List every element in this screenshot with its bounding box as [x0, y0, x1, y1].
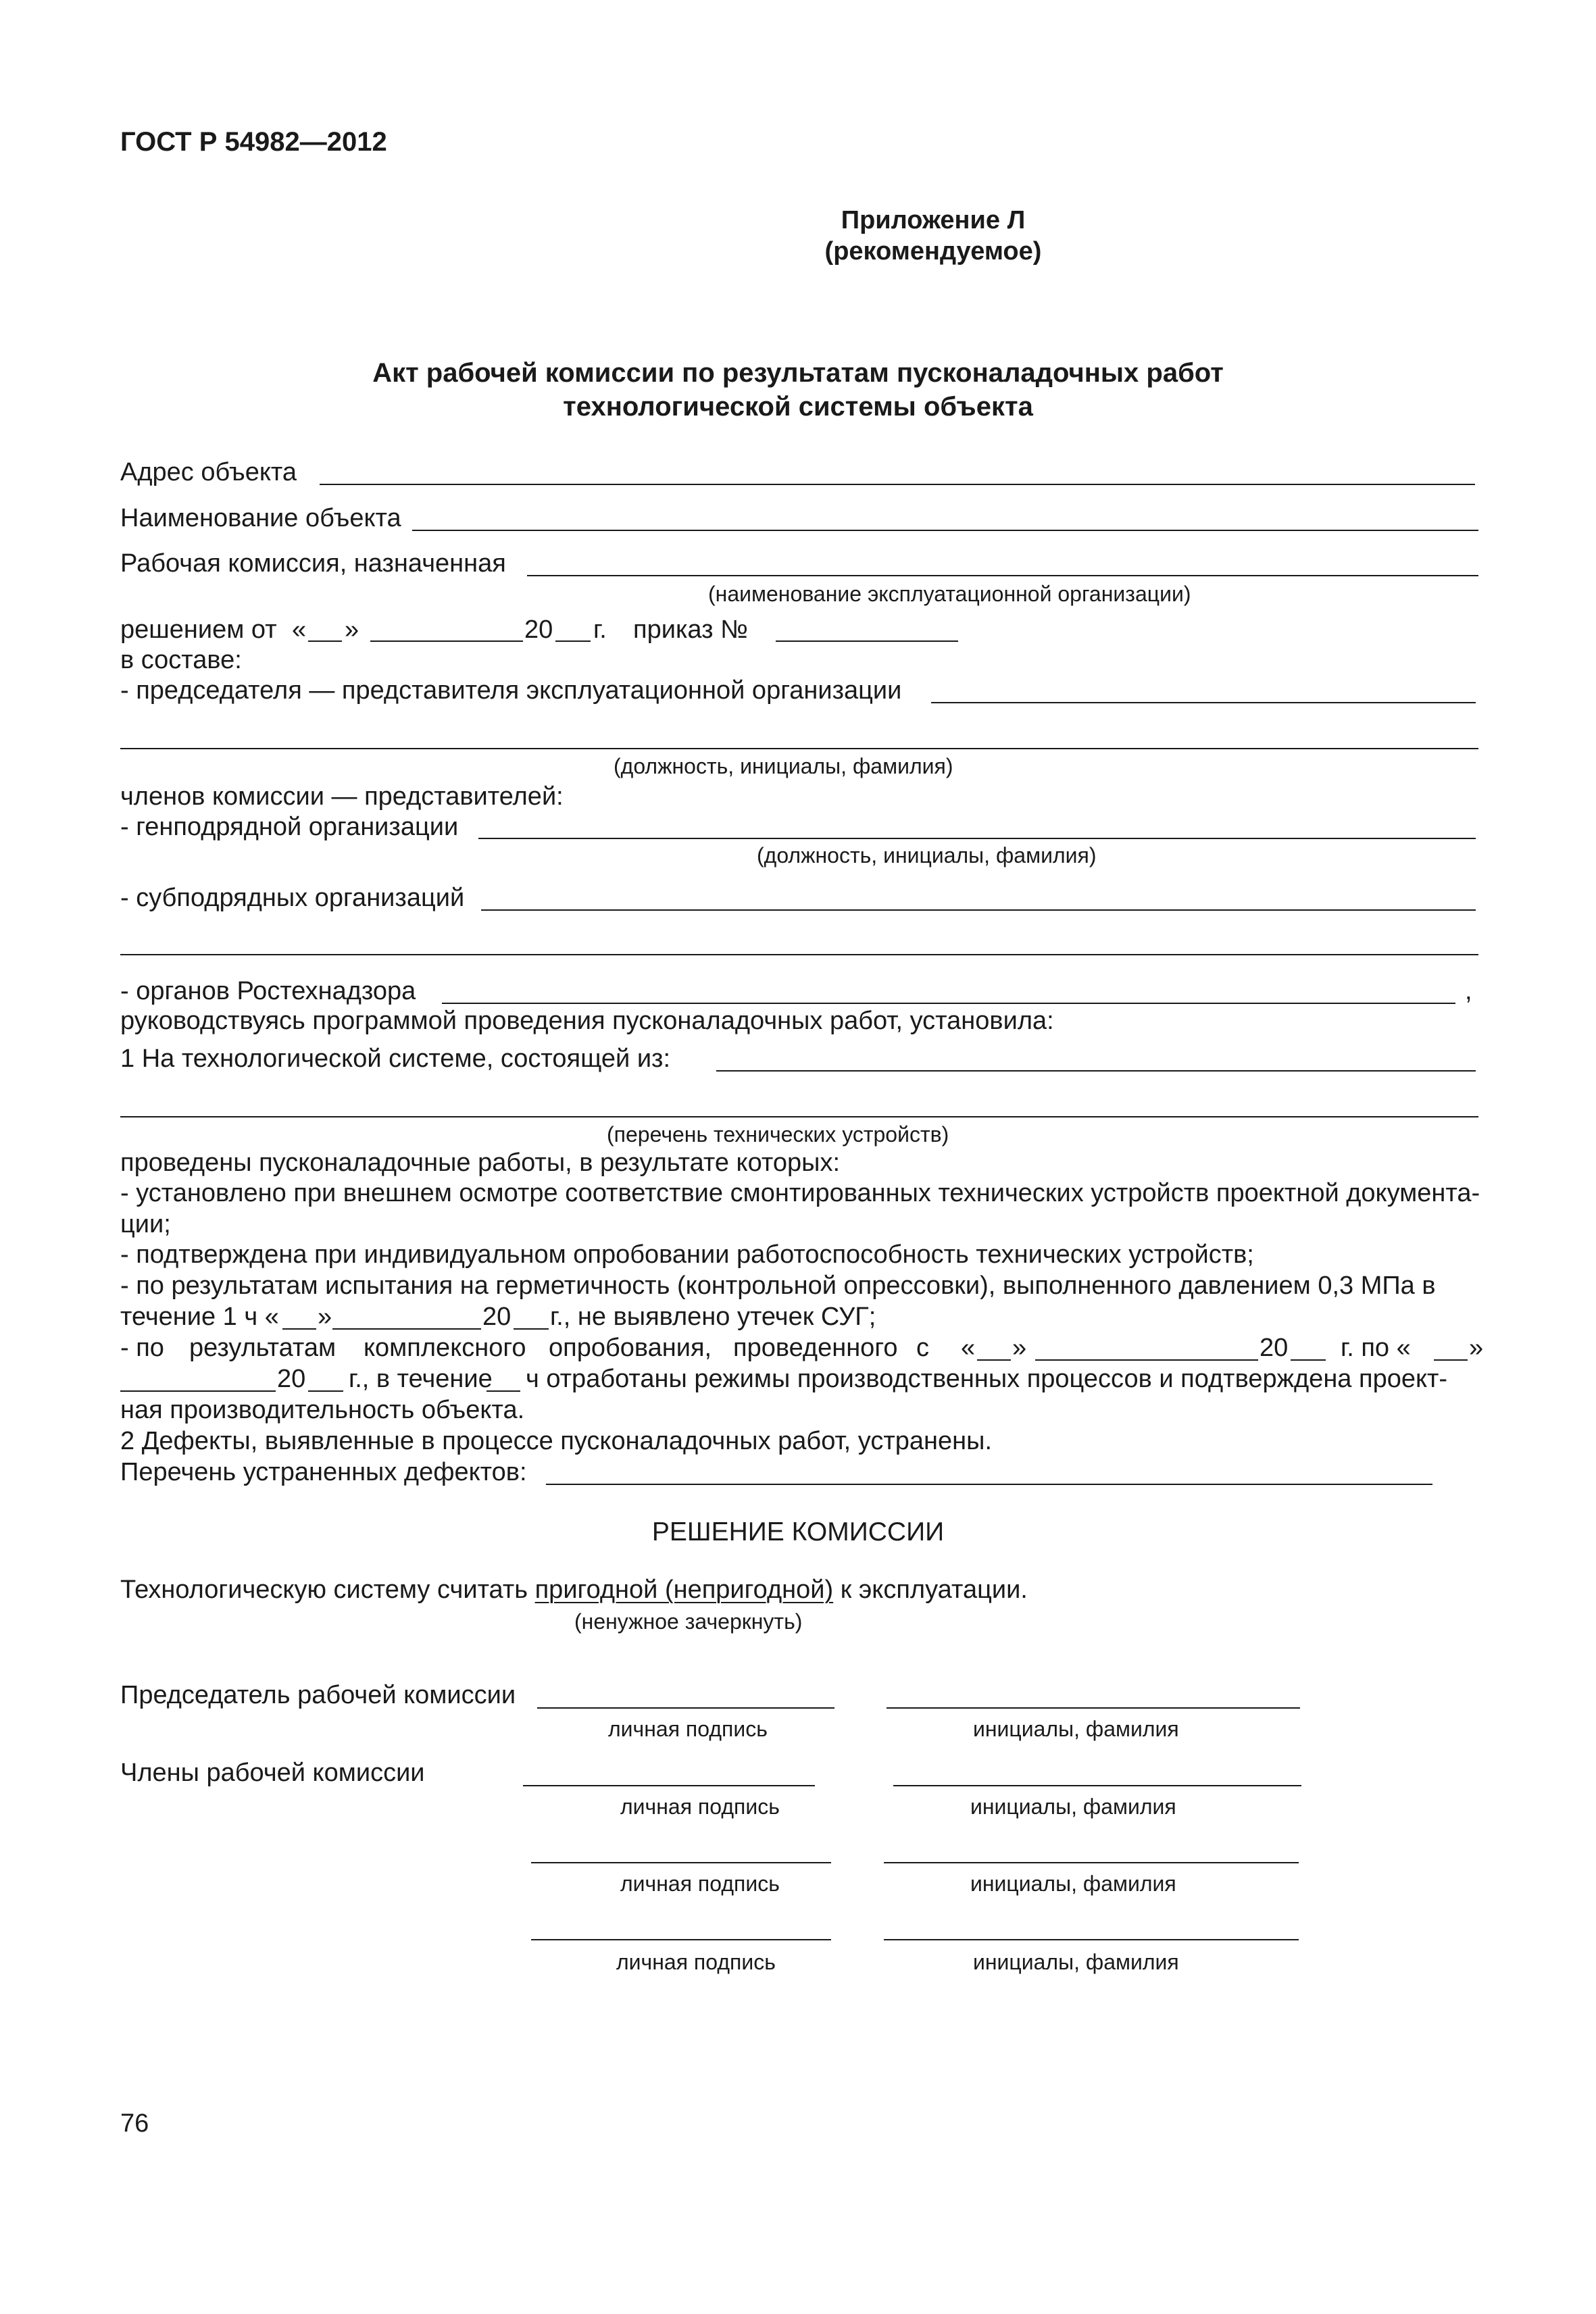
installed-line-2: ции; [120, 1210, 171, 1238]
rostekhnadzor-comma: , [1465, 977, 1472, 1005]
standard-number: ГОСТ Р 54982—2012 [120, 127, 387, 157]
tightness-line-2b: » [318, 1303, 332, 1331]
tightness-month-line[interactable] [332, 1328, 481, 1330]
order-label: приказ № [633, 615, 748, 644]
appendix-title: Приложение Л [841, 206, 1026, 234]
decision-text [120, 1577, 1028, 1603]
decision-year-line[interactable] [555, 640, 591, 642]
tightness-day-line[interactable] [282, 1328, 316, 1330]
quote-open: « [292, 615, 307, 644]
complex-2b: г., в течение [349, 1365, 493, 1393]
tightness-line-2d: г., не выявлено утечек СУГ; [550, 1303, 876, 1331]
object-name-label: Наименование объекта [120, 504, 401, 532]
system-label: 1 На технологической системе, состоящей из: [120, 1045, 671, 1073]
decision-text-before: Технологическую систему считать [120, 1576, 535, 1604]
commission-label: Рабочая комиссия, назначенная [120, 549, 506, 578]
defects-list-label: Перечень устраненных дефектов: [120, 1458, 527, 1486]
chairman-field-line-2[interactable] [120, 748, 1478, 749]
complex-w6: с [916, 1334, 929, 1362]
complex-end-day-line[interactable] [1434, 1359, 1468, 1361]
member1-name-line[interactable] [893, 1785, 1301, 1786]
tightness-line-2a: течение 1 ч « [120, 1303, 279, 1331]
chairman-signature-label: Председатель рабочей комиссии [120, 1681, 516, 1709]
defects-list-field-line[interactable] [546, 1484, 1432, 1485]
year-suffix: г. [593, 615, 607, 644]
complex-start-year-line[interactable] [1291, 1359, 1326, 1361]
member2-name-line[interactable] [884, 1862, 1299, 1863]
decision-heading: РЕШЕНИЕ КОМИССИИ [651, 1517, 945, 1546]
confirmed-text: - подтверждена при индивидуальном опробовании работоспособность технических устройств; [120, 1240, 1254, 1269]
complex-w1: - по [120, 1334, 164, 1362]
complex-w4: опробования, [549, 1334, 712, 1362]
chairman-name-line[interactable] [887, 1707, 1300, 1709]
address-label: Адрес объекта [120, 458, 297, 486]
general-contractor-field-line[interactable] [478, 838, 1476, 839]
complex-end-month-line[interactable] [120, 1390, 276, 1392]
system-field-line[interactable] [716, 1070, 1476, 1072]
decision-by-label: решением от [120, 615, 277, 644]
complex-w2: результатам [189, 1334, 336, 1362]
year-prefix: 20 [524, 615, 553, 644]
quote-close: » [345, 615, 359, 644]
general-contractor-caption: (должность, инициалы, фамилия) [757, 843, 1097, 867]
member1-signature-line[interactable] [523, 1785, 815, 1786]
complex-w9: 20 [1260, 1334, 1289, 1362]
member3-signature-line[interactable] [531, 1939, 831, 1940]
complex-w11: » [1469, 1334, 1484, 1362]
subcontractors-label: - субподрядных организаций [120, 884, 465, 912]
act-title-line1: Акт рабочей комиссии по результатам пусконаладочных работ [372, 358, 1224, 388]
complex-2c: ч отработаны режимы производственных процессов и подтверждена проект- [526, 1365, 1448, 1393]
member2-name-caption: инициалы, фамилия [970, 1871, 1176, 1896]
chairman-field-line[interactable] [931, 702, 1476, 703]
complex-line-3: ная производительность объекта. [120, 1396, 525, 1424]
page-number: 76 [120, 2109, 149, 2138]
composition-label: в составе: [120, 646, 242, 674]
object-name-field-line[interactable] [412, 530, 1478, 531]
complex-w8: » [1012, 1334, 1027, 1362]
commission-caption: (наименование эксплуатационной организации) [708, 582, 1191, 606]
tightness-line-1: - по результатам испытания на герметичность (контрольной опрессовки), выполненного давлением 0,3 МПа в [120, 1272, 1436, 1300]
member1-signature-caption: личная подпись [620, 1794, 780, 1819]
complex-2a: 20 [277, 1365, 306, 1393]
subcontractors-field-line-2[interactable] [120, 954, 1478, 955]
installed-line-1: - установлено при внешнем осмотре соответствие смонтированных технических устройств проектной документа- [120, 1179, 1480, 1207]
complex-w7: « [961, 1334, 976, 1362]
general-contractor-label: - генподрядной организации [120, 813, 459, 841]
complex-end-year-line[interactable] [308, 1390, 343, 1392]
system-field-line-2[interactable] [120, 1116, 1478, 1117]
act-title-line2: технологической системы объекта [563, 392, 1033, 422]
complex-start-month-line[interactable] [1035, 1359, 1258, 1361]
decision-option[interactable]: пригодной (непригодной) [534, 1576, 834, 1604]
member2-signature-caption: личная подпись [620, 1871, 780, 1896]
rostekhnadzor-label: - органов Ростехнадзора [120, 977, 416, 1005]
members-label: членов комиссии — представителей: [120, 782, 564, 811]
guided-text: руководствуясь программой проведения пусконаладочных работ, установила: [120, 1007, 1054, 1035]
chairman-label: - председателя — представителя эксплуатационной организации [120, 676, 902, 705]
member3-name-caption: инициалы, фамилия [973, 1950, 1179, 1974]
complex-w5: проведенного [733, 1334, 898, 1362]
member3-name-line[interactable] [884, 1939, 1299, 1940]
complex-w10: г. по « [1341, 1334, 1411, 1362]
member3-signature-caption: личная подпись [616, 1950, 776, 1974]
order-number-line[interactable] [776, 640, 958, 642]
member1-name-caption: инициалы, фамилия [970, 1794, 1176, 1819]
performed-text: проведены пусконаладочные работы, в результате которых: [120, 1149, 841, 1177]
rostekhnadzor-field-line[interactable] [442, 1003, 1455, 1004]
chairman-signature-caption: личная подпись [608, 1717, 768, 1741]
subcontractors-field-line[interactable] [481, 909, 1476, 911]
decision-day-line[interactable] [308, 640, 342, 642]
decision-text-after: к эксплуатации. [833, 1576, 1028, 1604]
members-signature-label: Члены рабочей комиссии [120, 1759, 425, 1787]
complex-w3: комплексного [364, 1334, 526, 1362]
decision-month-line[interactable] [370, 640, 523, 642]
chairman-name-caption: инициалы, фамилия [973, 1717, 1179, 1741]
defects-text: 2 Дефекты, выявленные в процессе пусконаладочных работ, устранены. [120, 1427, 993, 1455]
chairman-signature-line[interactable] [537, 1707, 834, 1709]
appendix-subtitle: (рекомендуемое) [824, 237, 1042, 266]
address-field-line[interactable] [320, 484, 1475, 485]
complex-hours-line[interactable] [487, 1390, 520, 1392]
member2-signature-line[interactable] [531, 1862, 831, 1863]
tightness-year-line[interactable] [514, 1328, 549, 1330]
chairman-caption: (должность, инициалы, фамилия) [614, 754, 953, 778]
commission-field-line[interactable] [527, 575, 1478, 576]
tightness-line-2c: 20 [482, 1303, 512, 1331]
strike-note: (ненужное зачеркнуть) [574, 1609, 803, 1634]
devices-caption: (перечень технических устройств) [607, 1122, 949, 1147]
complex-start-day-line[interactable] [977, 1359, 1011, 1361]
